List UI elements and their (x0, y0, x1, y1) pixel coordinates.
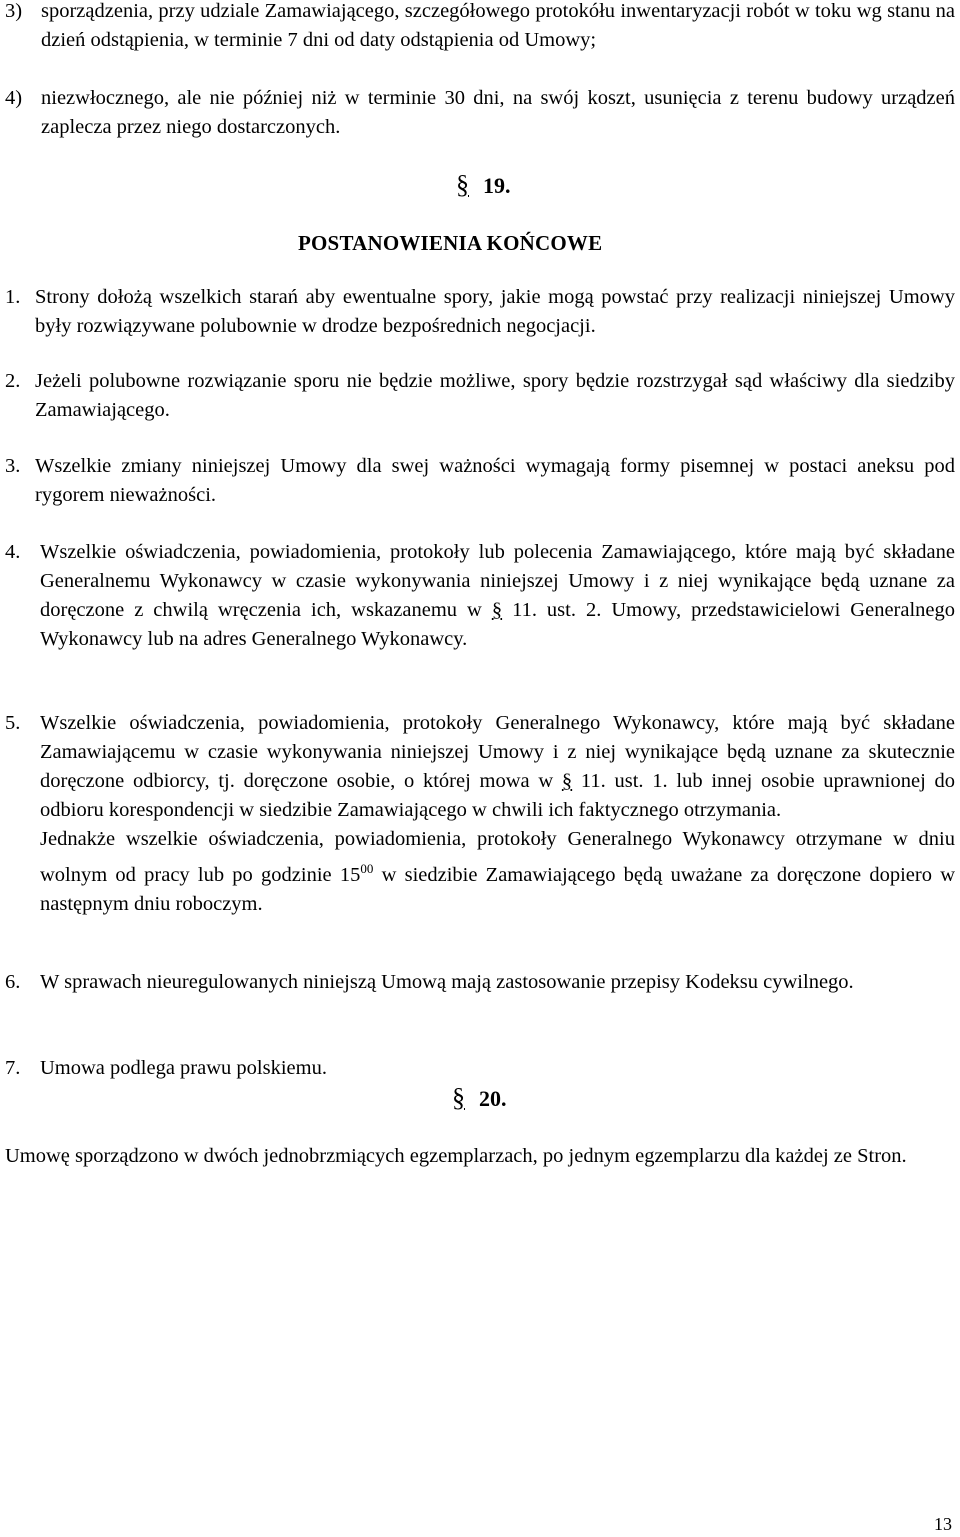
section-symbol: § (561, 770, 573, 792)
section-symbol: § (452, 1083, 465, 1112)
page-number: 13 (934, 1514, 952, 1534)
section-19-heading (456, 170, 511, 200)
item-2 (0, 367, 955, 425)
item-number: 4. (5, 541, 21, 563)
item-6 (0, 968, 955, 997)
list-text: sporządzenia, przy udziale Zamawiającego, szczegółowego protokółu inwentaryzacji robót w toku wg stanu na dzień odstąpienia, w terminie 7 dni od daty odstąpienia od Umowy; (41, 0, 955, 51)
item-text: Wszelkie zmiany niniejszej Umowy dla swej ważności wymagają formy pisemnej w postaci aneksu pod rygorem nieważności. (35, 455, 955, 506)
item-number: 1. (5, 286, 21, 308)
item-text: Strony dołożą wszelkich starań aby ewentualne spory, jakie mogą powstać przy realizacji niniejszej Umowy były rozwiązywane polubownie w drodze bezpośrednich negocjacji. (35, 286, 955, 337)
section-symbol: § (491, 599, 503, 621)
item-3 (0, 452, 955, 510)
section-number: 19. (483, 173, 511, 198)
superscript: 00 (360, 861, 374, 876)
list-item-3 (0, 0, 955, 55)
item-text: Wszelkie oświadczenia, powiadomienia, protokoły lub polecenia Zamawiającego, które mają być składane Generalnemu Wykonawcy w czasie wykonywania niniejszej Umowy i z niej wynikające będą uznane za doręczone z chwilą wręczenia ich, wskazanemu w § 11. ust. 2. Umowy, przedstawicielowi Generalnego Wykonawcy lub na adres Generalnego Wykonawcy. (40, 541, 956, 650)
closing-paragraph: Umowę sporządzono w dwóch jednobrzmiących egzemplarzach, po jednym egzemplarzu dla każdej ze Stron. (5, 1145, 907, 1167)
section-number: 20. (479, 1086, 507, 1111)
item-text: Wszelkie oświadczenia, powiadomienia, protokoły Generalnego Wykonawcy, które mają być składane Zamawiającemu w czasie wykonywania niniejszej Umowy i z niej wynikające będą uznane za skutecznie doręczone odbiorcy, tj. doręczone osobie, o której mowa w § 11. ust. 1. lub innej osobie uprawnionej do odbioru korespondencji w siedzibie Zamawiającego w chwili ich faktycznego otrzymania. Jednakże wszelkie oświadczenia, powiadomienia, protokoły Generalnego Wykonawcy otrzymane w dniu wolnym od pracy lub po godzinie $15^{00}$ w siedzibie Zamawiającego będą uważane za doręczone dopiero w następnym dniu roboczym. (40, 712, 956, 915)
section-20-heading (452, 1083, 507, 1113)
list-text: niezwłocznego, ale nie później niż w terminie 30 dni, na swój koszt, usunięcia z terenu budowy urządzeń zaplecza przez niego dostarczonych. (41, 87, 955, 138)
item-text: Umowa podlega prawu polskiemu. (40, 1057, 327, 1079)
item-5-continuation: Jednakże wszelkie oświadczenia, powiadomienia, protokoły Generalnego Wykonawcy otrzymane w dniu wolnym od pracy lub po godzinie $15^{00}$ w siedzibie Zamawiającego będą uważane za doręczone dopiero w następnym dniu roboczym. (40, 828, 956, 915)
item-7 (0, 1054, 955, 1083)
item-number: 6. (5, 971, 21, 993)
item-text: Jeżeli polubowne rozwiązanie sporu nie będzie możliwe, spory będzie rozstrzygał sąd właściwy dla siedziby Zamawiającego. (35, 370, 955, 421)
section-symbol: § (456, 170, 469, 199)
section-title: POSTANOWIENIA KOŃCOWE (298, 231, 603, 255)
item-number: 7. (5, 1057, 21, 1079)
item-4 (0, 538, 955, 654)
list-number: 3) (5, 0, 23, 22)
item-number: 2. (5, 370, 21, 392)
item-text: W sprawach nieuregulowanych niniejszą Umową mają zastosowanie przepisy Kodeksu cywilnego. (40, 971, 854, 993)
list-item-4 (0, 84, 955, 142)
item-number: 3. (5, 455, 21, 477)
item-1 (0, 283, 955, 341)
list-number: 4) (5, 87, 23, 109)
item-number: 5. (5, 712, 21, 734)
item-5 (0, 709, 955, 919)
